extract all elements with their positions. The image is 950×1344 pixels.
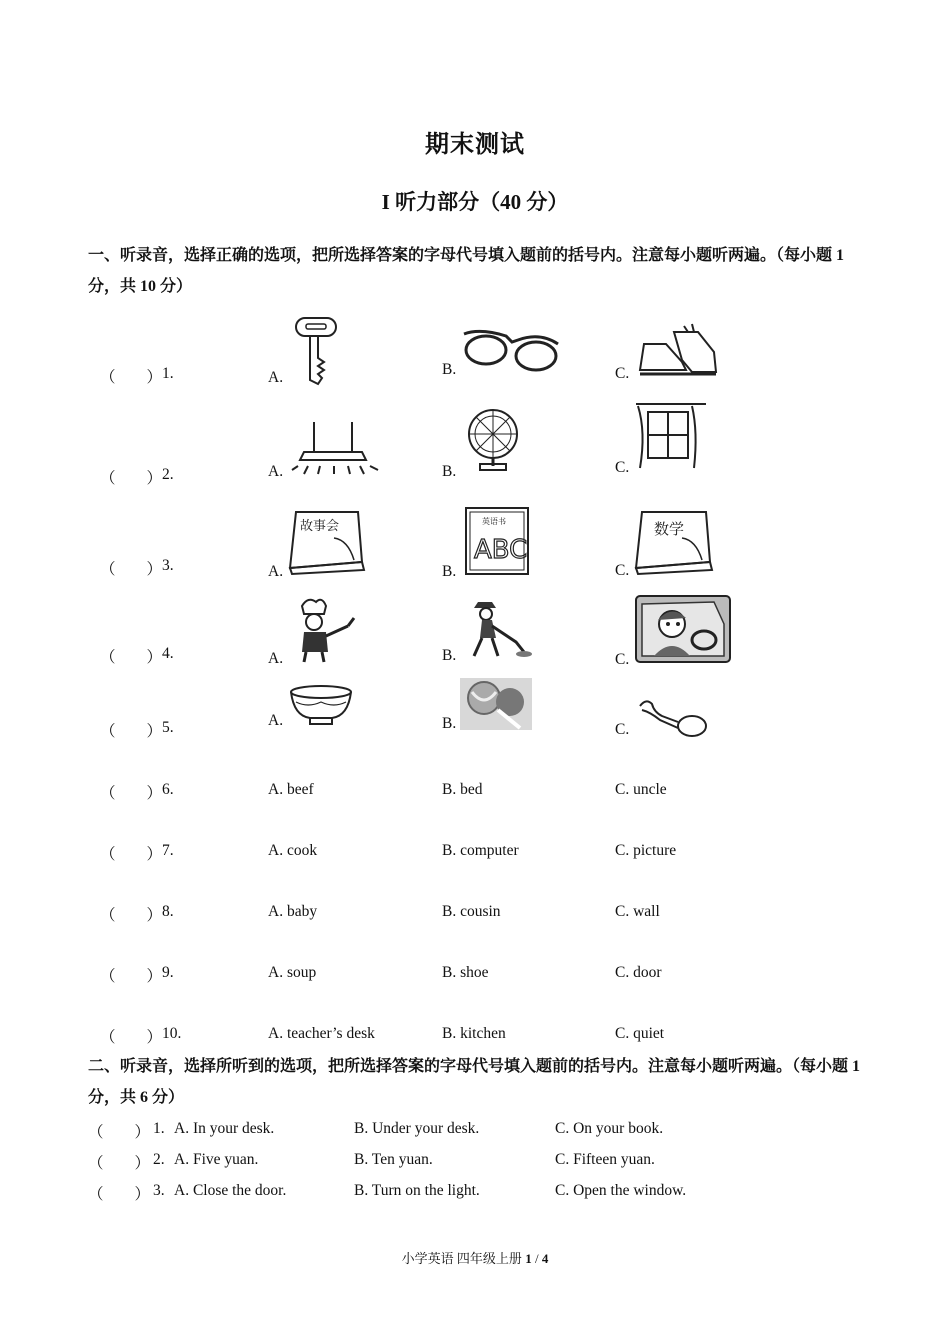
option-b: B.: [442, 715, 457, 732]
question-number: 1.: [153, 1120, 165, 1137]
question-number: 2.: [153, 1151, 165, 1168]
answer-paren: （ ）: [100, 649, 163, 666]
option-c: C.: [615, 365, 630, 382]
option-c: C.: [615, 459, 630, 476]
storybook-icon: [288, 508, 366, 576]
bowl-icon: [288, 684, 354, 726]
option-b: B. cousin: [442, 903, 501, 920]
part2-instruction: 二、听录音，选择所听到的选项，把所选择答案的字母代号填入题前的括号内。注意每小题听两遍。（每小题 1 分，共 6 分）: [88, 1058, 861, 1106]
math-book-icon: [634, 508, 714, 576]
option-a: A. Five yuan.: [174, 1151, 259, 1168]
answer-paren: （ ）: [100, 470, 163, 487]
option-b: B.: [442, 647, 457, 664]
answer-paren: （ ）: [100, 968, 163, 985]
answer-paren: （ ）: [88, 1186, 151, 1203]
spoon-icon: [638, 698, 708, 740]
option-b: B. shoe: [442, 964, 489, 981]
question-row: [0, 1151, 950, 1175]
option-a: A. baby: [268, 903, 318, 920]
question-number: 3.: [153, 1182, 165, 1199]
answer-paren: （ ）: [100, 846, 163, 863]
option-a: A.: [268, 712, 284, 729]
answer-paren: （ ）: [100, 561, 163, 578]
question-number: 6.: [162, 781, 174, 798]
glasses-icon: [460, 326, 562, 374]
answer-paren: （ ）: [100, 785, 163, 802]
option-c: C. wall: [615, 903, 660, 920]
page-footer: [0, 1248, 950, 1267]
lollipop-icon: [460, 678, 532, 730]
option-a: A.: [268, 650, 284, 667]
english-book-icon: [464, 506, 530, 576]
footer-text: 小学英语 四年级上册: [401, 1251, 526, 1266]
question-number: 2.: [162, 466, 174, 483]
question-number: 10.: [162, 1025, 182, 1042]
option-a: A.: [268, 563, 284, 580]
option-c: C. picture: [615, 842, 677, 859]
question-number: 9.: [162, 964, 174, 981]
option-a: A.: [268, 369, 284, 386]
question-row: [0, 964, 950, 994]
part1-instruction: 一、听录音，选择正确的选项，把所选择答案的字母代号填入题前的括号内。注意每小题听两遍。（每小题 1 分，共 10 分）: [88, 247, 845, 295]
option-c: C. On your book.: [555, 1120, 664, 1137]
option-c: C. uncle: [615, 781, 667, 798]
question-number: 4.: [162, 645, 174, 662]
option-a: A. In your desk.: [174, 1120, 275, 1137]
page-number: 1: [525, 1251, 532, 1266]
answer-paren: （ ）: [88, 1124, 151, 1141]
option-c: C. Open the window.: [555, 1182, 687, 1199]
driver-icon: [634, 594, 732, 664]
farmer-icon: [462, 600, 534, 660]
option-a: A. soup: [268, 964, 317, 981]
question-number: 3.: [162, 557, 174, 574]
option-a: A. cook: [268, 842, 318, 859]
question-number: 7.: [162, 842, 174, 859]
window-icon: [636, 402, 706, 472]
option-b: B. Under your desk.: [354, 1120, 480, 1137]
option-a: A.: [268, 463, 284, 480]
option-c: C.: [615, 651, 630, 668]
option-a: A. teacher’s desk: [268, 1025, 375, 1042]
answer-paren: （ ）: [100, 723, 163, 740]
option-a: A. Close the door.: [174, 1182, 287, 1199]
option-c: C. quiet: [615, 1025, 665, 1042]
question-row: [0, 903, 950, 933]
option-b: B. computer: [442, 842, 519, 859]
option-b: B.: [442, 463, 457, 480]
answer-paren: （ ）: [100, 1029, 163, 1046]
option-b: B.: [442, 361, 457, 378]
section-heading: I 听力部分（40 分）: [381, 190, 569, 214]
option-c: C.: [615, 721, 630, 738]
option-b: B. Turn on the light.: [354, 1182, 480, 1199]
option-c: C. Fifteen yuan.: [555, 1151, 655, 1168]
question-row: [0, 842, 950, 872]
page-separator: /: [531, 1251, 542, 1266]
question-row: [0, 781, 950, 811]
answer-paren: （ ）: [100, 907, 163, 924]
page-total: 4: [541, 1251, 549, 1266]
option-b: B. Ten yuan.: [354, 1151, 433, 1168]
shoes-icon: [636, 322, 720, 380]
question-number: 1.: [162, 365, 174, 382]
option-c: C. door: [615, 964, 662, 981]
book-title-story: 故事会: [300, 519, 340, 534]
key-icon: [292, 316, 342, 386]
option-b: B. kitchen: [442, 1025, 506, 1042]
option-b: B. bed: [442, 781, 483, 798]
book-title-english: 英语书: [482, 517, 506, 526]
question-number: 5.: [162, 719, 174, 736]
answer-paren: （ ）: [88, 1155, 151, 1172]
question-row: [0, 1120, 950, 1144]
answer-paren: （ ）: [100, 369, 163, 386]
question-number: 8.: [162, 903, 174, 920]
book-title-math: 数学: [654, 520, 685, 538]
light-icon: [290, 420, 380, 476]
cook-icon: [288, 596, 366, 664]
option-b: B.: [442, 563, 457, 580]
option-c: C.: [615, 562, 630, 579]
fan-icon: [462, 408, 524, 472]
book-cover-abc: ABC: [474, 535, 528, 565]
question-row: [0, 1182, 950, 1206]
page-title: 期末测试: [425, 132, 525, 158]
option-a: A. beef: [268, 781, 314, 798]
